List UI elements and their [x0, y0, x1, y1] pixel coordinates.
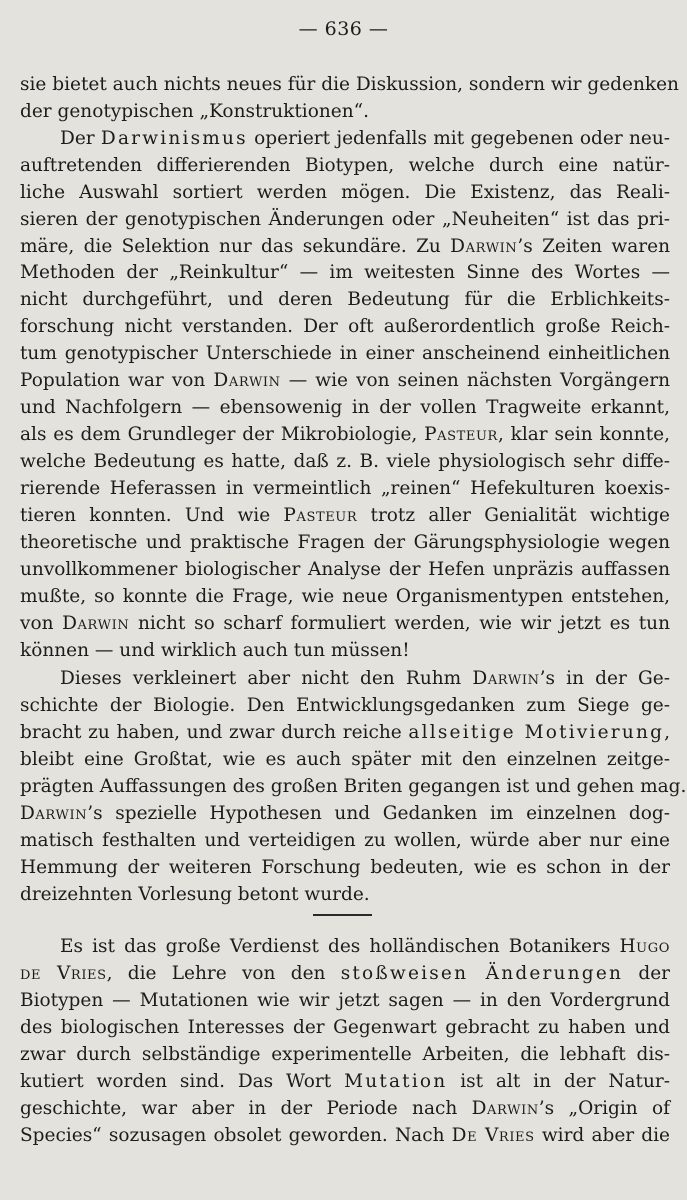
text-segment: Species“ sozusagen obsolet geworden. Nach — [20, 1125, 452, 1146]
text-segment: ’s „Origin of — [538, 1098, 670, 1119]
text-segment: schichte der Biologie. Den Entwicklungsgedanken zum Siege ge- — [20, 695, 670, 716]
text-segment: zwar durch selbständige experimentelle Arbeiten, die lebhaft dis- — [20, 1044, 670, 1065]
text-segment: rierende Heferassen in vermeintlich „reinen“ Hefekulturen koexis- — [20, 478, 670, 499]
small-caps-name: Hugo — [619, 936, 670, 957]
text-line — [20, 530, 670, 557]
small-caps-name: Pasteur — [283, 505, 358, 526]
text-line — [20, 234, 670, 261]
small-caps-name: de Vries — [20, 963, 107, 984]
text-line — [20, 476, 670, 503]
text-segment: wird aber die — [534, 1125, 671, 1146]
text-line — [20, 801, 670, 828]
text-segment: , — [664, 722, 670, 743]
text-segment: bleibt eine Großtat, wie es auch später mit den einzelnen zeitge- — [20, 749, 670, 770]
text-line — [20, 180, 670, 207]
text-segment: märe, die Selektion nur das sekundäre. Zu — [20, 236, 451, 257]
text-line — [20, 693, 670, 720]
small-caps-name: Darwin — [471, 1098, 539, 1119]
text-line — [20, 638, 670, 665]
text-line — [20, 611, 670, 638]
text-segment: trotz aller Genialität wichtige — [357, 505, 670, 526]
text-segment: Biotypen — Mutationen wie wir jetzt sagen — in den Vordergrund — [20, 990, 670, 1011]
text-segment: , klar sein konnte, — [497, 424, 670, 445]
text-line — [20, 584, 670, 611]
text-line — [20, 503, 670, 530]
text-segment: können — und wirklich auch tun müssen! — [20, 640, 410, 661]
text-segment: , die Lehre von den — [106, 963, 341, 984]
small-caps-name: Darwin — [20, 803, 88, 824]
text-line — [20, 774, 687, 801]
text-line — [20, 341, 670, 368]
text-segment: als es dem Grundleger der Mikrobiologie, — [20, 424, 425, 445]
text-segment: — wie von seinen nächsten Vorgängern — [280, 370, 670, 391]
text-line — [60, 126, 670, 153]
text-segment: sie bietet auch nichts neues für die Diskussion, sondern wir gedenken — [20, 74, 679, 95]
spaced-emphasis: Mutation — [344, 1071, 448, 1092]
small-caps-name: Darwin — [213, 370, 281, 391]
text-segment: Hemmung der weiteren Forschung bedeuten, wie es schon in der — [20, 857, 670, 878]
small-caps-name: Darwin — [62, 613, 130, 634]
spaced-emphasis: Darwinismus — [100, 128, 248, 149]
text-line — [60, 666, 670, 693]
text-segment: Der — [60, 128, 101, 149]
page-number: — 636 — — [298, 18, 389, 40]
text-segment: der genotypischen „Konstruktionen“. — [20, 101, 369, 122]
spaced-emphasis: allseitige Motivierung — [408, 722, 665, 743]
text-segment: tum genotypischer Unterschiede in einer anscheinend einheitlichen — [20, 343, 670, 364]
section-divider — [313, 914, 372, 916]
text-segment: bracht zu haben, und zwar durch reiche — [20, 722, 409, 743]
text-segment: der — [623, 963, 670, 984]
text-line — [20, 1042, 670, 1069]
text-line — [20, 882, 670, 909]
text-line — [20, 260, 670, 287]
text-segment: und Nachfolgern — ebensowenig in der vollen Tragweite erkannt, — [20, 397, 670, 418]
text-segment: Population war von — [20, 370, 214, 391]
text-segment: Dieses verkleinert aber nicht den Ruhm — [60, 668, 473, 689]
text-segment: nicht so scharf formuliert werden, wie wir jetzt es tun — [129, 613, 670, 634]
text-line — [20, 988, 670, 1015]
text-segment: dreizehnten Vorlesung betont wurde. — [20, 884, 370, 905]
text-line — [20, 449, 670, 476]
text-line — [20, 855, 670, 882]
text-line — [20, 99, 670, 126]
text-segment: theoretische und praktische Fragen der Gärungsphysiologie wegen — [20, 532, 670, 553]
text-segment: Methoden der „Reinkultur“ — im weitesten Sinne des Wortes — — [20, 262, 670, 283]
text-segment: von — [20, 613, 63, 634]
text-segment: des biologischen Interesses der Gegenwart gebracht zu haben und — [20, 1017, 670, 1038]
text-segment: prägten Auffassungen des großen Briten gegangen ist und gehen mag. — [20, 776, 687, 797]
small-caps-name: Darwin — [472, 668, 540, 689]
text-segment: nicht durchgeführt, und deren Bedeutung für die Erblichkeits- — [20, 289, 670, 310]
text-line — [20, 1069, 670, 1096]
text-segment: ’s Zeiten waren — [517, 236, 670, 257]
text-line — [20, 557, 670, 584]
small-caps-name: Darwin — [450, 236, 518, 257]
text-segment: Es ist das große Verdienst des holländischen Botanikers — [60, 936, 620, 957]
text-line — [20, 287, 670, 314]
text-line — [20, 314, 670, 341]
text-segment: ’s in der Ge- — [539, 668, 670, 689]
spaced-emphasis: stoßweisen Änderungen — [340, 963, 624, 984]
text-line — [20, 828, 670, 855]
small-caps-name: Pasteur — [424, 424, 498, 445]
text-line — [20, 961, 670, 988]
text-segment: unvollkommener biologischer Analyse der Hefen unpräzis auffassen — [20, 559, 670, 580]
text-segment: operiert jedenfalls mit gegebenen oder neu- — [247, 128, 670, 149]
text-line — [20, 1015, 670, 1042]
text-line — [20, 422, 670, 449]
text-segment: mußte, so konnte die Frage, wie neue Organismentypen entstehen, — [20, 586, 670, 607]
small-caps-name: De Vries — [451, 1125, 535, 1146]
text-segment: tieren konnten. Und wie — [20, 505, 284, 526]
text-segment: ’s spezielle Hypothesen und Gedanken im einzelnen dog- — [87, 803, 670, 824]
text-line — [20, 1123, 670, 1150]
text-line — [20, 395, 670, 422]
text-segment: geschichte, war aber in der Periode nach — [20, 1098, 472, 1119]
text-segment: kutiert worden sind. Das Wort — [20, 1071, 345, 1092]
text-segment: forschung nicht verstanden. Der oft außerordentlich große Reich- — [20, 316, 670, 337]
text-segment: liche Auswahl sortiert werden mögen. Die Existenz, das Reali- — [20, 182, 670, 203]
text-segment: matisch festhalten und verteidigen zu wollen, würde aber nur eine — [20, 830, 670, 851]
text-line — [20, 747, 670, 774]
text-segment: sieren der genotypischen Änderungen oder „Neuheiten“ ist das pri- — [20, 209, 670, 230]
text-line — [60, 934, 670, 961]
text-segment: ist alt in der Natur- — [447, 1071, 670, 1092]
text-segment: auftretenden differierenden Biotypen, welche durch eine natür- — [20, 155, 670, 176]
text-line — [20, 153, 670, 180]
text-segment: welche Bedeutung es hatte, daß z. B. viele physiologisch sehr diffe- — [20, 451, 670, 472]
text-line — [20, 720, 670, 747]
text-line — [20, 1096, 670, 1123]
text-line — [20, 207, 670, 234]
text-line — [20, 368, 670, 395]
text-line — [20, 72, 679, 99]
